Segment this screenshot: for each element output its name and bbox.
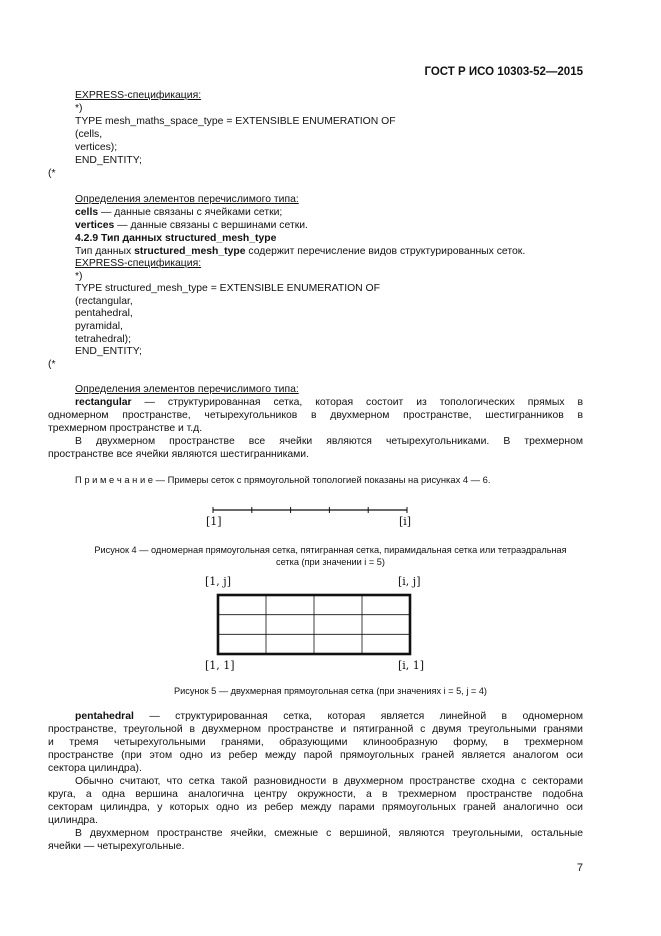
figure-5-bottom-left-label: [1, 1] xyxy=(205,659,235,672)
paragraph-line: цилиндра. xyxy=(48,815,98,826)
intro-text: Тип данных xyxy=(75,246,135,257)
paragraph-line: сектора цилиндра). xyxy=(48,763,142,774)
definition-term: cells xyxy=(75,207,99,218)
paragraph-line: секторам цилиндра, у которых одно из ребер между парами прямоугольных граней аналогично оси xyxy=(48,802,583,813)
paragraph-line: пространстве все ячейки являются шестигранниками. xyxy=(48,449,309,460)
code-line: *) xyxy=(75,103,83,114)
figure-4-caption-line2: сетка (при значении i = 5) xyxy=(276,557,385,567)
definitions-title-1: Определения элементов перечислимого типа: xyxy=(75,194,299,205)
page-number: 7 xyxy=(576,862,583,874)
code-line: pyramidal, xyxy=(75,321,123,332)
express-label-1: EXPRESS-спецификация: xyxy=(75,90,202,101)
paragraph-line: ячейки — четырехугольные. xyxy=(48,841,185,852)
code-close: (* xyxy=(48,359,56,370)
code-line: (rectangular, xyxy=(75,296,133,307)
note-label: П р и м е ч а н и е xyxy=(75,474,154,485)
definition-item xyxy=(75,206,282,219)
section-heading: 4.2.9 Тип данных structured_mesh_type xyxy=(75,233,277,244)
definition-desc: — данные связаны с ячейками сетки; xyxy=(98,207,283,218)
paragraph-line: В двухмерном пространстве ячейки, смежные с вершиной, являются треугольными, остальные xyxy=(75,828,583,839)
document-header: ГОСТ Р ИСО 10303-52—2015 xyxy=(424,66,583,78)
definition-pentahedral-line xyxy=(75,710,583,723)
figure-5-grid xyxy=(0,590,661,670)
intro-term: structured_mesh_type xyxy=(134,246,246,257)
code-line: *) xyxy=(75,271,83,282)
figure-5-top-right-label: [i, j] xyxy=(398,575,421,588)
definition-rectangular-line xyxy=(75,396,583,409)
code-line: tetrahedral); xyxy=(75,334,132,345)
figure-4-right-label: [i] xyxy=(399,515,412,528)
code-line: TYPE mesh_maths_space_type = EXTENSIBLE ENUMERATION OF xyxy=(75,116,396,127)
code-line: END_ENTITY; xyxy=(75,346,142,357)
express-label-2: EXPRESS-спецификация: xyxy=(75,258,202,269)
paragraph-line: В двухмерном пространстве все ячейки являются четырехугольниками. В трехмерном xyxy=(75,436,583,447)
paragraph-line: круга, а одна вершина аналогична центру окружности, а в трехмерном пространстве подобна xyxy=(48,789,583,800)
definition-term: vertices xyxy=(75,220,115,231)
paragraph-line: пространстве (при этом одно из ребер между парой прямоугольных граней является аналогом оси xyxy=(48,750,583,761)
definition-item xyxy=(75,219,308,232)
code-line: vertices); xyxy=(75,142,118,153)
definitions-title-2: Определения элементов перечислимого типа: xyxy=(75,384,299,395)
paragraph-line: одномерном пространстве, четырехугольников в двухмерном пространстве, шестигранников в xyxy=(48,410,583,421)
definition-desc: — данные связаны с вершинами сетки. xyxy=(114,220,308,231)
paragraph-line: трехмерном пространстве и т.д. xyxy=(48,423,203,434)
code-close: (* xyxy=(48,168,56,179)
intro-text: содержит перечисление видов структурированных сеток. xyxy=(245,246,526,257)
code-line: (cells, xyxy=(75,129,103,140)
definition-term: rectangular xyxy=(75,397,132,408)
figure-4-caption-line1: Рисунок 4 — одномерная прямоугольная сетка, пятигранная сетка, пирамидальная сетка или тетраэдральная xyxy=(94,545,567,555)
code-line: pentahedral, xyxy=(75,308,133,319)
paragraph-line: и тремя четырехугольными гранями, образующими клинообразную форму, в трехмерном xyxy=(48,737,583,748)
figure-4-left-label: [1] xyxy=(206,515,222,528)
definition-term: pentahedral xyxy=(75,711,134,722)
definition-text: — структурированная сетка, которая состоит из топологических прямых в xyxy=(131,397,583,408)
figure-5-top-left-label: [1, j] xyxy=(205,575,231,588)
note-text: — Примеры сеток с прямоугольной топологией показаны на рисунках 4 — 6. xyxy=(153,474,491,485)
figure-5-caption: Рисунок 5 — двухмерная прямоугольная сетка (при значениях i = 5, j = 4) xyxy=(173,686,487,696)
figure-4-mesh xyxy=(0,500,661,540)
note xyxy=(75,473,490,486)
paragraph-line: пространстве, треугольной в двухмерном пространстве и пятигранной с двумя треугольными гранями xyxy=(48,724,583,735)
code-line: TYPE structured_mesh_type = EXTENSIBLE ENUMERATION OF xyxy=(75,283,380,294)
figure-5-bottom-right-label: [i, 1] xyxy=(398,659,425,672)
paragraph-line: Обычно считают, что сетка такой разновидности в двухмерном пространстве сходна с секторами xyxy=(75,776,583,787)
code-line: END_ENTITY; xyxy=(75,155,142,166)
definition-text: — структурированная сетка, которая является линейной в одномерном xyxy=(133,711,583,722)
